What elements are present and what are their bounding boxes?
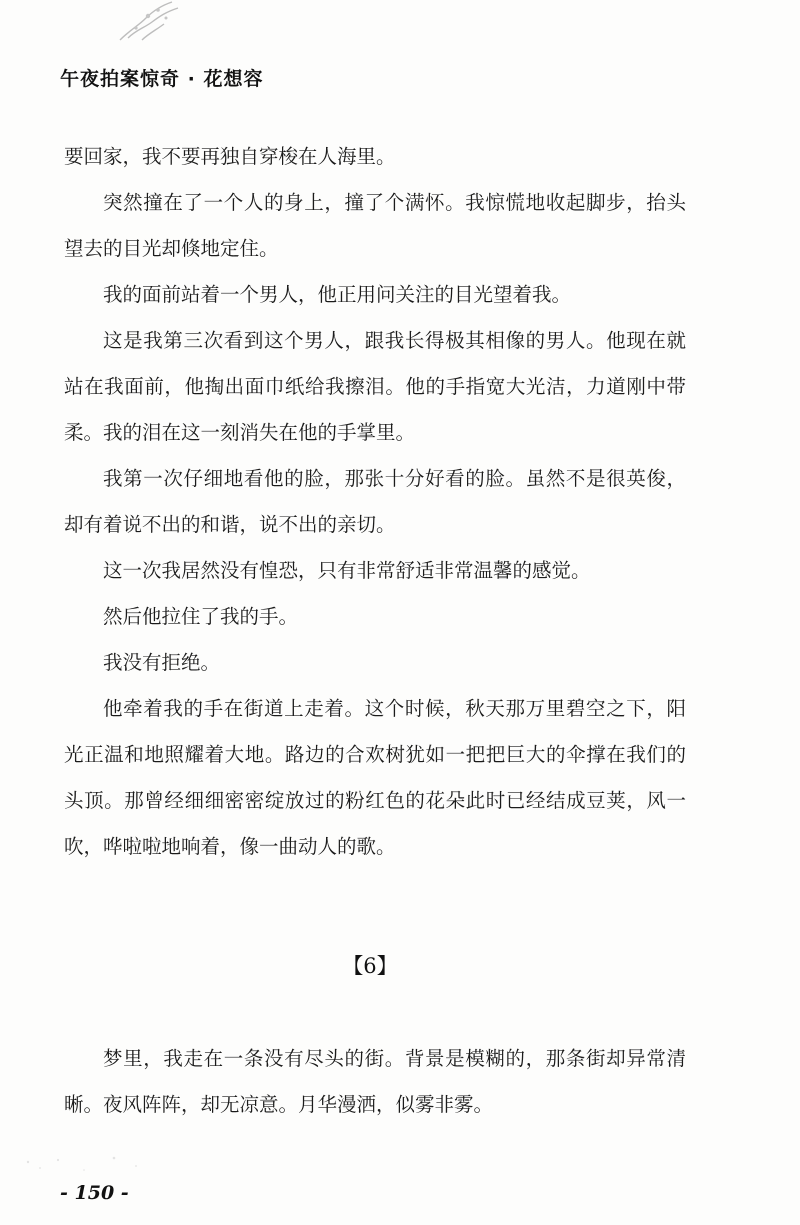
page-number: - 150 - (60, 1182, 129, 1204)
paragraph: 然后他拉住了我的手。 (103, 605, 299, 628)
paragraph: 梦里，我走在一条没有尽头的街。背景是模糊的，那条街却异常清晰。夜风阵阵，却无凉意。月华漫洒，似雾非雾。 (64, 1047, 686, 1116)
paragraph: 我没有拒绝。 (103, 651, 221, 674)
paragraph-continued: 要回家，我不要再独自穿梭在人海里。 (64, 145, 396, 168)
section-body-text (64, 1036, 686, 1128)
paragraph: 这一次我居然没有惶恐，只有非常舒适非常温馨的感觉。 (103, 559, 591, 582)
corner-ornament-decoration (112, 0, 182, 42)
paragraph: 我的面前站着一个男人，他正用问关注的目光望着我。 (103, 283, 572, 306)
paragraph: 这是我第三次看到这个男人，跟我长得极其相像的男人。他现在就站在我面前，他掏出面巾纸给我擦泪。他的手指宽大光洁，力道刚中带柔。我的泪在这一刻消失在他的手掌里。 (64, 329, 686, 444)
running-header-title: 午夜拍案惊奇 · 花想容 (60, 68, 264, 90)
scan-smudge-decoration (18, 1150, 158, 1180)
section-heading: 【6】 (342, 954, 398, 978)
paragraph: 突然撞在了一个人的身上，撞了个满怀。我惊慌地收起脚步，抬头望去的目光却倏地定住。 (64, 191, 686, 260)
paragraph: 他牵着我的手在街道上走着。这个时候，秋天那万里碧空之下，阳光正温和地照耀着大地。路边的合欢树犹如一把把巨大的伞撑在我们的头顶。那曾经细细密密绽放过的粉红色的花朵此时已经结成豆荚，风一吹，哗啦啦地响着，像一曲动人的歌。 (64, 697, 686, 858)
paragraph: 我第一次仔细地看他的脸，那张十分好看的脸。虽然不是很英俊，却有着说不出的和谐，说不出的亲切。 (64, 467, 686, 536)
chapter-body-text (64, 134, 686, 870)
